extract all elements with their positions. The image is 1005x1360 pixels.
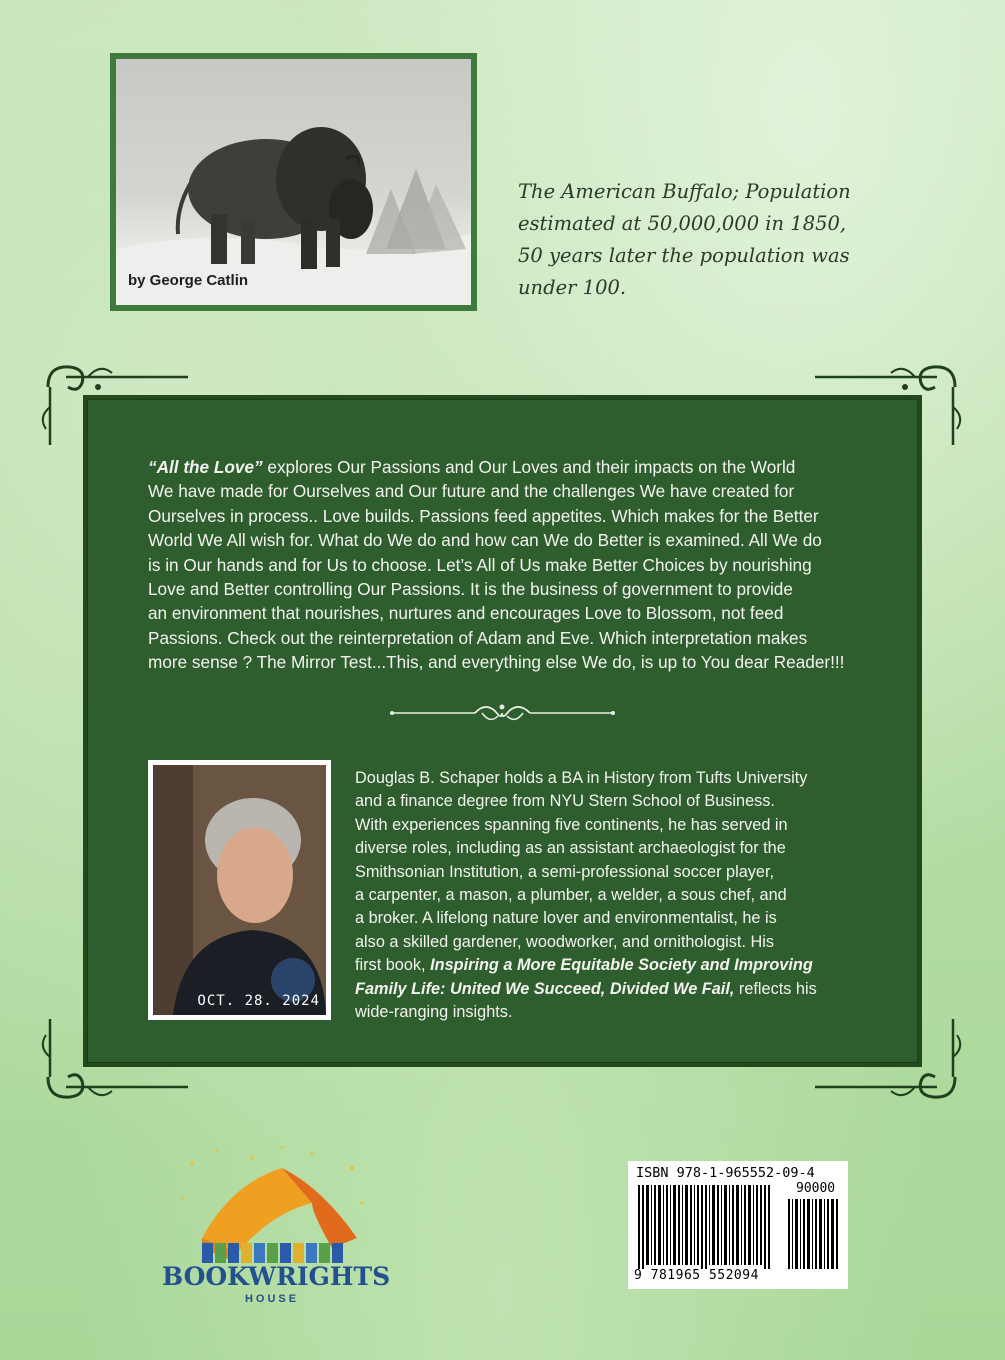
bio-line: wide-ranging insights. <box>355 1003 513 1022</box>
isbn-number: ISBN 978-1-965552-09-4 <box>636 1165 815 1181</box>
description-line: We have made for Ourselves and Our future and the challenges We have created for <box>148 481 795 502</box>
description-line: Ourselves in process.. Love builds. Passions feed appetites. Which makes for the Better <box>148 505 819 526</box>
bio-line: diverse roles, including as an assistant archaeologist for the <box>355 839 786 858</box>
buffalo-illustration-frame <box>110 53 477 311</box>
buffalo-illustration <box>116 59 471 305</box>
isbn-barcode <box>628 1161 848 1289</box>
description-line <box>148 455 860 479</box>
description-line: Passions. Check out the reinterpretation of Adam and Eve. Which interpretation makes <box>148 627 808 648</box>
buffalo-drawing-icon <box>116 59 471 305</box>
book-description <box>148 455 860 675</box>
description-line: an environment that nourishes, nurtures and encourages Love to Blossom, not feed <box>148 603 784 624</box>
description-line: more sense ? The Mirror Test...This, and everything else We do, is up to You dear Reader!!! <box>148 652 845 673</box>
quote-line: 50 years later the population was <box>518 244 850 267</box>
quote-line: estimated at 50,000,000 in 1850, <box>518 212 847 235</box>
quote-line: The American Buffalo; Population <box>518 180 851 203</box>
bio-line: also a skilled gardener, woodworker, and ornithologist. His <box>355 932 775 951</box>
bio-line <box>355 954 860 977</box>
publisher-subname: HOUSE <box>244 1293 300 1305</box>
bio-text: first book, <box>355 956 431 975</box>
description-line: World We All wish for. What do We do and how can We do Better is examined. All We do <box>148 530 822 551</box>
description-line: Love and Better controlling Our Passions. It is the business of government to provide <box>148 579 793 600</box>
description-text: explores Our Passions and Our Loves and their impacts on the World <box>262 457 796 477</box>
bio-line: a carpenter, a mason, a plumber, a welder, a sous chef, and <box>355 886 787 905</box>
ean-number: 9 781965 552094 <box>634 1268 759 1283</box>
first-book-title: Family Life: United We Succeed, Divided We Fail, <box>355 979 735 998</box>
bio-line: Douglas B. Schaper holds a BA in History from Tufts University <box>355 769 808 787</box>
bio-line: Smithsonian Institution, a semi-professional soccer player, <box>355 862 774 881</box>
buffalo-quote <box>518 176 851 304</box>
author-bio <box>355 767 860 1024</box>
first-book-title: Inspiring a More Equitable Society and Improving <box>430 956 813 975</box>
publisher-name: BOOKWRIGHTS <box>162 1262 391 1291</box>
divider-flourish-icon <box>390 700 615 726</box>
photo-date-stamp: OCT. 28. 2024 <box>197 993 320 1009</box>
bio-line: a broker. A lifelong nature lover and environmentalist, he is <box>355 909 777 928</box>
description-line: is in Our hands and for Us to choose. Let’s All of Us make Better Choices by nourishing <box>148 554 812 575</box>
bio-line: and a finance degree from NYU Stern School of Business. <box>355 792 775 811</box>
bio-text: reflects his <box>734 979 817 998</box>
illustration-credit: by George Catlin <box>128 272 249 289</box>
author-photo <box>153 765 326 1015</box>
bio-line: With experiences spanning five continents, he has served in <box>355 815 788 834</box>
quote-line: under 100. <box>518 276 627 299</box>
author-photo-frame <box>148 760 331 1020</box>
price-addon: 90000 <box>796 1181 836 1196</box>
bio-line <box>355 978 860 1001</box>
book-title: “All the Love” <box>148 457 263 477</box>
author-portrait-icon <box>153 765 326 1015</box>
